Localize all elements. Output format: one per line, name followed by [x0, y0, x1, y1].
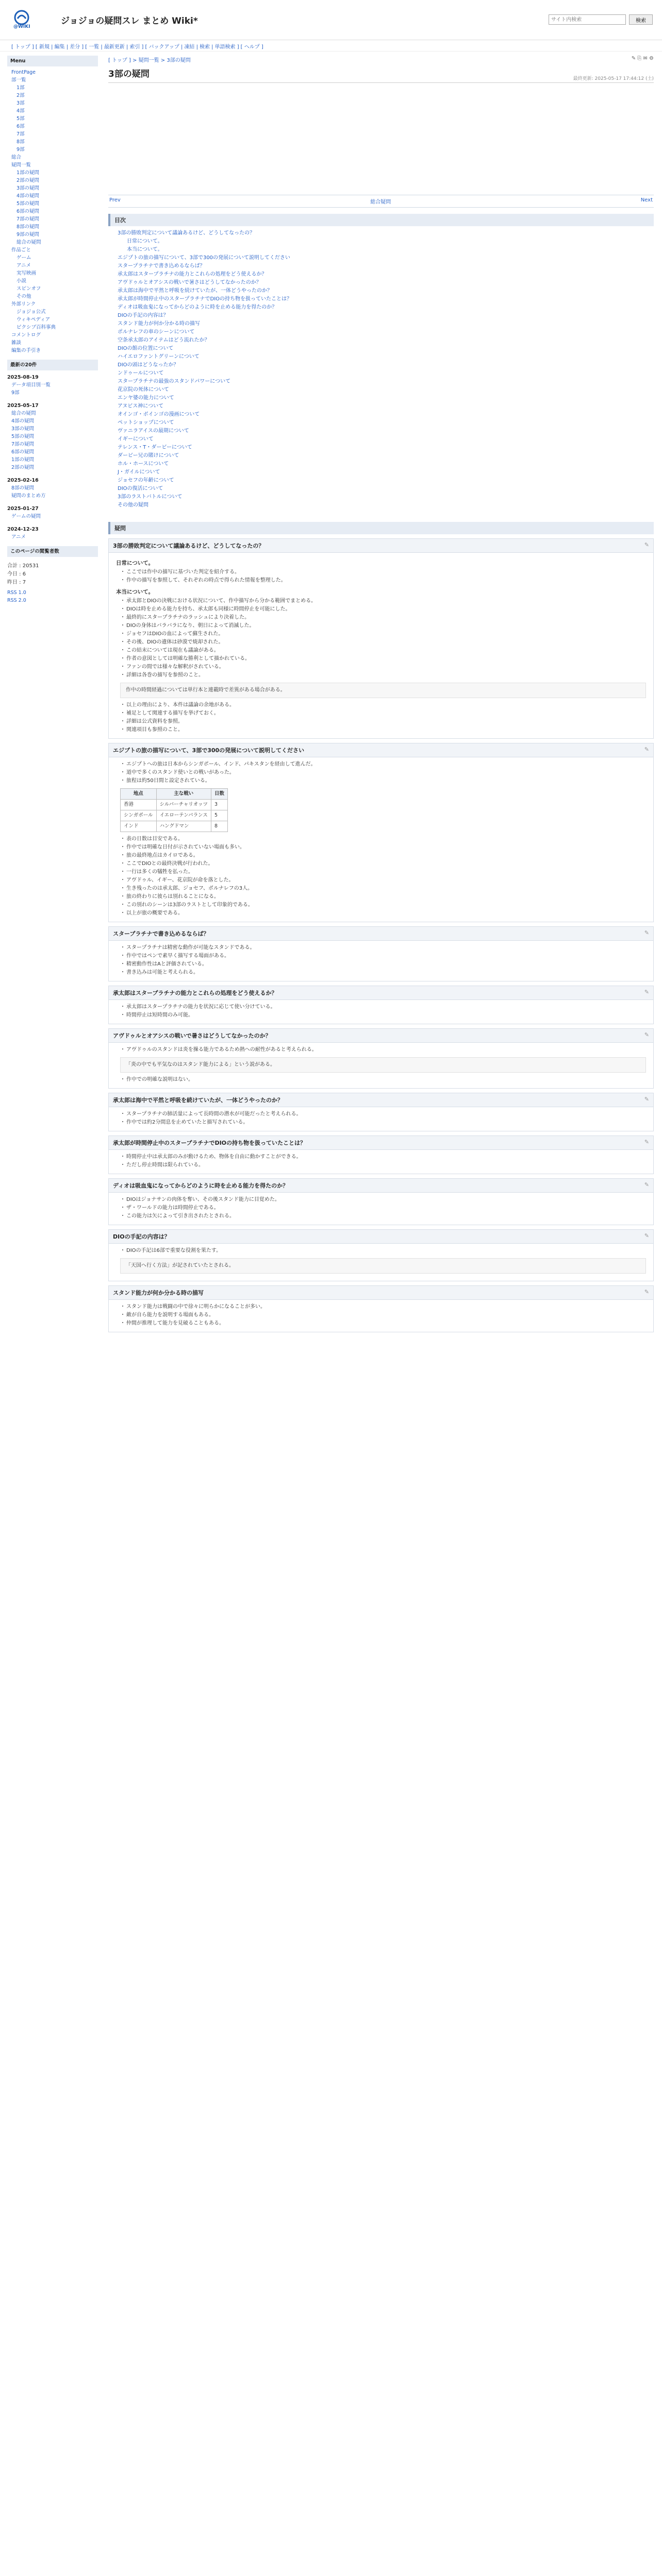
qa-line: ・ DIOはジョナサンの肉体を奪い、その後スタンド能力に目覚めた。: [120, 1196, 646, 1204]
qa-note: 「天国へ行く方法」が記されていたとされる。: [120, 1258, 646, 1274]
toc-item[interactable]: アヴドゥルとオアシスの戦いで暑さはどうしてなかったのか？: [118, 280, 261, 285]
recent-date: 2025-01-27: [7, 506, 39, 512]
toc-item[interactable]: ハイエロファントグリーンについて: [118, 354, 200, 360]
qa-line: ・ DIOの身体はバラバラになり、朝日によって消滅した。: [120, 622, 646, 630]
menu-heading: Menu: [7, 56, 98, 66]
toc-heading: 目次: [108, 214, 654, 226]
edit-icon[interactable]: ✎: [644, 989, 649, 995]
qa-line: ・ 作者の意図としては明確な勝利として描かれている。: [120, 655, 646, 663]
counter-line: 合計 : 20531: [7, 563, 39, 569]
recent-item[interactable]: 1部の疑問: [11, 457, 35, 463]
qa-note: 作中の時間経過については単行本と連載時で差異がある場合がある。: [120, 683, 646, 698]
recent-list: [7, 374, 98, 541]
qa-line: ・ 補足として関連する描写を挙げておく。: [120, 709, 646, 718]
table-cell: 8: [211, 821, 228, 832]
toc-item[interactable]: 承太郎が時間停止中のスタープラチナでDIOの持ち物を扱っていたことは？: [118, 296, 292, 302]
qa-line: ・ ジョセフはDIOの血によって蘇生された。: [120, 630, 646, 638]
table-cell: 3: [211, 800, 228, 810]
sidebar-item[interactable]: 5部の疑問: [16, 201, 40, 207]
sidebar-item[interactable]: 6部: [16, 124, 25, 129]
recent-heading: 最新の20件: [7, 360, 98, 370]
recent-group: [7, 533, 98, 541]
toc-item[interactable]: 空条承太郎のアイテムはどう流れたか？: [118, 337, 210, 343]
sidebar-item[interactable]: 雑談: [11, 340, 22, 346]
recent-group: [7, 410, 98, 471]
toc-item[interactable]: 花京院の死体について: [118, 387, 169, 393]
toc-item[interactable]: DIOの頭はどうなったか？: [118, 362, 179, 368]
qa-question: [109, 539, 653, 553]
table-header-cell: 地点: [121, 789, 157, 800]
edit-icon[interactable]: ✎: [644, 1096, 649, 1103]
qa-line: ・ 作中では約2分間息を止めていたと描写されている。: [120, 1118, 646, 1127]
site-title[interactable]: ジョジョの疑問スレ まとめ Wiki*: [61, 16, 198, 26]
toc-item[interactable]: 3部のラストバトルについて: [118, 494, 183, 500]
qa-line: ・ 承太郎とDIOの決戦における状況について、作中描写から分かる範囲でまとめる。: [120, 597, 646, 605]
counter-line: 昨日 : 7: [7, 580, 26, 585]
recent-item[interactable]: ゲームの疑問: [11, 514, 41, 519]
toc-item[interactable]: 承太郎はスタープラチナの能力とこれらの処理をどう使えるか？: [118, 272, 267, 277]
sidebar-item[interactable]: 小説: [16, 278, 27, 284]
toc-item[interactable]: その他の疑問: [118, 502, 148, 508]
qa-answer: [109, 1300, 653, 1332]
recent-date: 2025-02-16: [7, 478, 39, 483]
qa-question-text: 承太郎はスタープラチナの能力とこれらの処理をどう使えるか？: [113, 990, 277, 996]
table-row: [121, 810, 228, 821]
qa-question: [109, 1093, 653, 1107]
qa-note: 「炎の中でも平気なのはスタンド能力による」という説がある。: [120, 1057, 646, 1073]
recent-item[interactable]: 6部の疑問: [11, 449, 35, 455]
qa-question: [109, 1136, 653, 1150]
recent-date: 2025-05-17: [7, 403, 39, 409]
qa-line: ・ 以上の理由により、本件は議論の余地がある。: [120, 701, 646, 709]
recent-group: [7, 484, 98, 500]
table-header-cell: 主な戦い: [156, 789, 211, 800]
qa-question: [109, 743, 653, 757]
qa-line: ・ 詳細は各巻の描写を参照のこと。: [120, 671, 646, 680]
pager-next-link[interactable]: Next: [640, 197, 653, 203]
qa-block: [108, 1028, 654, 1089]
page-tools-icons[interactable]: ✎ ⎘ ✉ ⚙: [631, 56, 654, 61]
sidebar-item[interactable]: 5部: [16, 116, 25, 122]
qa-line: ・ 時間停止は短時間のみ可能。: [120, 1011, 646, 1020]
qa-line: ・ 書き込みは可能と考えられる。: [120, 969, 646, 977]
menu-list: [7, 69, 98, 354]
qa-line: ・ 表の日数は目安である。: [120, 835, 646, 843]
table-cell: 5: [211, 810, 228, 821]
sidebar-item[interactable]: 実写映画: [16, 270, 37, 276]
qa-sub-heading: 日常について。: [116, 560, 154, 566]
qa-line: ・ ザ・ワールドの能力は時間停止である。: [120, 1204, 646, 1212]
qa-line: ・ 作中の描写を参照して、それぞれの時点で得られた情報を整理した。: [120, 577, 646, 585]
toc-item[interactable]: DIOの復活について: [118, 486, 163, 492]
qa-line: ・ 旅の終わりに彼らは別れることになる。: [120, 893, 646, 901]
qa-line: ・ ただし停止時間は限られている。: [120, 1161, 646, 1170]
sidebar-item[interactable]: ウィキペディア: [16, 317, 51, 323]
sidebar-item[interactable]: 4部の疑問: [16, 193, 40, 199]
table-cell: イエローテンパランス: [156, 810, 211, 821]
qa-line: ・ スタープラチナは精密な動作が可能なスタンドである。: [120, 944, 646, 952]
qa-question: [109, 986, 653, 1000]
sidebar-item[interactable]: 9部: [16, 147, 25, 152]
counter-line: 今日 : 6: [7, 571, 26, 577]
main-content: [103, 52, 662, 1336]
rss-link[interactable]: RSS 2.0: [7, 598, 26, 603]
table-row: [121, 821, 228, 832]
counter-heading: このページの閲覧者数: [7, 546, 98, 557]
qa-line: ・ アヴドゥルのスタンドは炎を操る能力であるため熱への耐性があると考えられる。: [120, 1046, 646, 1054]
sidebar-item[interactable]: 2部: [16, 93, 25, 98]
topnav-link[interactable]: 編集 |: [54, 44, 69, 50]
recent-item[interactable]: 7部の疑問: [11, 442, 35, 447]
toc-item[interactable]: ディオは吸血鬼になってからどのように時を止める能力を得たのか？: [118, 304, 277, 310]
table-row: [121, 800, 228, 810]
logo-text: @WIKI: [13, 24, 30, 29]
qa-question-text: 3部の勝敗判定について議論あるけど、どうしてなったの？: [113, 543, 264, 549]
table-cell: ハングドマン: [156, 821, 211, 832]
qa-line: ・ ここでDIOとの最終決戦が行われた。: [120, 860, 646, 868]
edit-icon[interactable]: ✎: [644, 541, 649, 548]
topnav-link[interactable]: [ ヘルプ ]: [240, 44, 263, 50]
table-header-cell: 日数: [211, 789, 228, 800]
qa-line: ・ 旅程は約50日間と設定されている。: [120, 777, 646, 785]
pager-parent-link[interactable]: 総合疑問: [370, 199, 391, 205]
qa-line: ・ アヴドゥル、イギー、花京院が命を落とした。: [120, 876, 646, 885]
qa-line: ・ 精密動作性はAと評価されている。: [120, 960, 646, 969]
topnav-link[interactable]: 単語検索 ]: [214, 44, 239, 50]
toc-item[interactable]: 3部の勝敗判定について議論あるけど、どうしてなったの？: [118, 230, 255, 236]
toc-item[interactable]: J・ガイルについて: [118, 469, 160, 475]
toc-item[interactable]: ホル・ホースについて: [118, 461, 169, 467]
sidebar-item[interactable]: コメントログ: [11, 332, 41, 338]
rss-links: [7, 589, 98, 604]
qa-answer: [109, 757, 653, 922]
qa-question: [109, 1179, 653, 1193]
qa-block: [108, 1136, 654, 1174]
sidebar-item[interactable]: 3部: [16, 100, 25, 106]
qa-block: [108, 538, 654, 739]
qa-line: ・ 時間停止中は承太郎のみが動けるため、物体を自由に動かすことができる。: [120, 1153, 646, 1161]
qa-answer: [109, 1193, 653, 1225]
qa-answer: [109, 553, 653, 738]
recent-date: 2025-08-19: [7, 375, 39, 380]
toc-item[interactable]: 承太郎は海中で平然と呼吸を続けていたが、一体どうやったのか？: [118, 288, 272, 294]
rss-link[interactable]: RSS 1.0: [7, 590, 26, 596]
sidebar-item[interactable]: スピンオフ: [16, 286, 41, 292]
qa-block: [108, 926, 654, 981]
recent-item[interactable]: 4部の疑問: [11, 418, 35, 424]
sidebar-item[interactable]: ゲーム: [16, 255, 31, 261]
qa-line: ・ 承太郎はスタープラチナの能力を状況に応じて使い分けている。: [120, 1003, 646, 1011]
edit-icon[interactable]: ✎: [644, 1139, 649, 1145]
qa-line: ・ エジプトへの旅は日本からシンガポール、インド、パキスタンを経由して進んだ。: [120, 760, 646, 769]
sidebar-item[interactable]: 部一覧: [11, 77, 26, 83]
recent-item[interactable]: 8部の疑問: [11, 485, 35, 491]
toc-item[interactable]: ポルナレフの車のシーンについて: [118, 329, 195, 335]
recent-group: [7, 513, 98, 520]
qa-line: ・ この結末については現在も議論がある。: [120, 647, 646, 655]
edit-icon[interactable]: ✎: [644, 1232, 649, 1239]
toc-item[interactable]: オインゴ・ボインゴの漫画について: [118, 412, 200, 417]
toc-item[interactable]: エジプトの旅の描写について、3部で300の発展について説明してください: [118, 255, 290, 261]
sidebar-item[interactable]: ジョジョ公式: [16, 309, 46, 315]
qa-line: ・ 作中では明確な日付が示されていない場面も多い。: [120, 843, 646, 852]
recent-item[interactable]: アニメ: [11, 534, 26, 540]
qa-line: ・ 旅の最終地点はカイロである。: [120, 852, 646, 860]
edit-icon[interactable]: ✎: [644, 746, 649, 753]
section-heading: 疑問: [108, 522, 654, 534]
toc-item[interactable]: DIOの手記の内容は？: [118, 313, 169, 318]
qa-line: ・ 作中での明確な説明はない。: [120, 1076, 646, 1084]
sidebar-item[interactable]: 8部: [16, 139, 25, 145]
qa-line: ・ 最終的にスタープラチナのラッシュにより決着した。: [120, 614, 646, 622]
qa-line: ・ その後、DIOの遺体は砂漠で焼却された。: [120, 638, 646, 647]
sidebar-item[interactable]: FrontPage: [11, 70, 36, 75]
sidebar-item[interactable]: 編集の手引き: [11, 348, 41, 353]
qa-block: [108, 1229, 654, 1281]
qa-answer: [109, 1000, 653, 1024]
qa-line: ・ 一行は多くの犠牲を払った。: [120, 868, 646, 876]
toc-item[interactable]: イギーについて: [118, 436, 154, 442]
toc-item[interactable]: ペットショップについて: [118, 420, 174, 426]
recent-date: 2024-12-23: [7, 527, 39, 532]
sidebar-item[interactable]: 1部: [16, 85, 25, 91]
qa-question: [109, 1029, 653, 1043]
sidebar-item[interactable]: 外部リンク: [11, 301, 36, 307]
qa-line: ・ スタープラチナの肺活量によって長時間の潜水が可能だったと考えられる。: [120, 1110, 646, 1118]
qa-line: ・ ファンの間では様々な解釈がされている。: [120, 663, 646, 671]
sidebar-item[interactable]: 総合: [11, 155, 22, 160]
qa-answer: [109, 1107, 653, 1131]
recent-item[interactable]: 3部の疑問: [11, 426, 35, 432]
edit-icon[interactable]: ✎: [644, 1289, 649, 1295]
qa-line: ・ DIOの手記は6部で重要な役割を果たす。: [120, 1247, 646, 1255]
qa-block: [108, 1285, 654, 1332]
qa-question: [109, 1230, 653, 1244]
sidebar-item[interactable]: 1部の疑問: [16, 170, 40, 176]
toc-item[interactable]: エンヤ婆の能力について: [118, 395, 174, 401]
topnav-link[interactable]: 最新更新 |: [104, 44, 128, 50]
toc-item[interactable]: スタープラチナの最強のスタンドパワーについて: [118, 379, 231, 384]
top-navigation: [0, 40, 662, 52]
sidebar-item[interactable]: アニメ: [16, 263, 31, 268]
edit-icon[interactable]: ✎: [644, 1181, 649, 1188]
toc-item[interactable]: アヌビス神について: [118, 403, 164, 409]
qa-line: ・ 道中で多くのスタンド使いとの戦いがあった。: [120, 769, 646, 777]
qa-line: ・ この別れのシーンは3部のラストとして印象的である。: [120, 901, 646, 909]
qa-answer: [109, 1043, 653, 1088]
qa-question-text: 承太郎は海中で平然と呼吸を続けていたが、一体どうやったのか？: [113, 1097, 283, 1104]
qa-question-text: ディオは吸血鬼になってからどのように時を止める能力を得たのか？: [113, 1182, 289, 1189]
topnav-link[interactable]: 凍結 |: [184, 44, 198, 50]
table-cell: インド: [121, 821, 157, 832]
toc-item[interactable]: ンドゥールについて: [118, 370, 164, 376]
toc-item[interactable]: 日常について。: [127, 239, 163, 244]
qa-block: [108, 986, 654, 1024]
search-button[interactable]: 検索: [629, 14, 653, 25]
table-cell: シルバーチャリオッツ: [156, 800, 211, 810]
qa-question-text: スタンド能力が何か分かる時の描写: [113, 1290, 204, 1296]
table-cell: シンガポール: [121, 810, 157, 821]
sidebar-item[interactable]: 9部の疑問: [16, 232, 40, 238]
qa-line: ・ 敵が自ら能力を説明する場面もある。: [120, 1311, 646, 1319]
sidebar-item[interactable]: 総合の疑問: [16, 240, 41, 245]
qa-sub-heading: 本当について。: [116, 589, 154, 595]
qa-block: [108, 1178, 654, 1225]
sidebar-item[interactable]: 6部の疑問: [16, 209, 40, 214]
topnav-link[interactable]: 索引 ]: [129, 44, 144, 50]
qa-line: ・ スタンド能力は戦闘の中で徐々に明らかになることが多い。: [120, 1303, 646, 1311]
qa-answer: [109, 1150, 653, 1174]
edit-icon[interactable]: ✎: [644, 1031, 649, 1038]
toc-item[interactable]: DIOの館の位置について: [118, 346, 174, 351]
site-header: [0, 0, 662, 40]
sidebar-item[interactable]: 7部: [16, 131, 25, 137]
sidebar-item[interactable]: 3部の疑問: [16, 185, 40, 191]
qa-answer: [109, 1244, 653, 1281]
sidebar-item[interactable]: 8部の疑問: [16, 224, 40, 230]
recent-item[interactable]: 2部の疑問: [11, 465, 35, 470]
qa-line: ・ DIOは時を止める能力を持ち、承太郎も同様に時間停止を可能にした。: [120, 605, 646, 614]
qa-line: ・ 仲間が推理して能力を見破ることもある。: [120, 1319, 646, 1328]
qa-question-text: 承太郎が時間停止中のスタープラチナでDIOの持ち物を扱っていたことは？: [113, 1140, 306, 1146]
qa-block: [108, 1093, 654, 1131]
pager-prev-link[interactable]: Prev: [109, 197, 121, 203]
view-counter: [7, 562, 98, 587]
sidebar-item[interactable]: 疑問一覧: [11, 162, 31, 168]
toc-item[interactable]: 本当について。: [127, 247, 163, 252]
qa-table: [120, 788, 228, 832]
table-of-contents: [108, 229, 654, 517]
recent-group: [7, 381, 98, 397]
topnav-link[interactable]: [ 一覧 |: [85, 44, 103, 50]
sidebar-item[interactable]: ピクシブ百科事典: [16, 325, 56, 330]
page-title: 3部の疑問: [108, 66, 654, 83]
topnav-link[interactable]: [ トップ ]: [11, 44, 34, 50]
qa-line: ・ 関連項目も参照のこと。: [120, 726, 646, 734]
sidebar-item[interactable]: 2部の疑問: [16, 178, 40, 183]
qa-question-text: エジプトの旅の描写について、3部で300の発展について説明してください: [113, 747, 304, 754]
sidebar-item[interactable]: 7部の疑問: [16, 216, 40, 222]
qa-list: [108, 538, 654, 1332]
breadcrumb[interactable]: [108, 56, 654, 63]
breadcrumb-text[interactable]: [ トップ ] > 疑問一覧 > 3部の疑問: [108, 58, 191, 63]
toc-item[interactable]: ダービー兄の賭けについて: [118, 453, 179, 459]
recent-item[interactable]: 9部: [11, 390, 20, 396]
qa-line: ・ ここでは作中の描写に基づいた判定を紹介する。: [120, 568, 646, 577]
qa-question-text: アヴドゥルとオアシスの戦いで暑さはどうしてなかったのか？: [113, 1032, 271, 1039]
topnav-link[interactable]: 差分 ]: [70, 44, 84, 50]
qa-line: ・ この能力は矢によって引き出されたとされる。: [120, 1212, 646, 1221]
qa-question: [109, 927, 653, 941]
sidebar: [0, 52, 103, 1336]
search-input[interactable]: [549, 14, 626, 25]
toc-item[interactable]: テレンス・T・ダービーについて: [118, 445, 192, 450]
qa-question: [109, 1286, 653, 1300]
recent-item[interactable]: 5部の疑問: [11, 434, 35, 439]
qa-answer: [109, 941, 653, 981]
last-modified: 最終更新: 2025-05-17 17:44:12 (土): [573, 76, 654, 81]
qa-line: ・ 詳細は公式資料を参照。: [120, 718, 646, 726]
topnav-link[interactable]: [ バックアップ |: [145, 44, 183, 50]
qa-question-text: DIOの手記の内容は？: [113, 1233, 170, 1240]
edit-icon[interactable]: ✎: [644, 929, 649, 936]
qa-question-text: スタープラチナで書き込めるならば？: [113, 930, 209, 937]
sidebar-item[interactable]: その他: [16, 294, 31, 299]
sidebar-item[interactable]: 4部: [16, 108, 25, 114]
toc-item[interactable]: スタープラチナで書き込めるならば？: [118, 263, 205, 269]
page-pager: [108, 195, 654, 208]
qa-line: ・ 生き残ったのは承太郎、ジョセフ、ポルナレフの3人。: [120, 885, 646, 893]
table-cell: 香港: [121, 800, 157, 810]
toc-item[interactable]: スタンド能力が何か分かる時の描写: [118, 321, 200, 327]
qa-line: ・ 作中ではペンで素早く描写する場面がある。: [120, 952, 646, 960]
wiki-logo-icon[interactable]: [11, 8, 48, 29]
sidebar-item[interactable]: 作品ごと: [11, 247, 31, 253]
recent-item[interactable]: 総合の疑問: [11, 411, 36, 416]
qa-block: [108, 743, 654, 922]
qa-line: ・ 以上が旅の概要である。: [120, 909, 646, 918]
recent-item[interactable]: データ項目別一覧: [11, 382, 51, 388]
toc-item[interactable]: ヴァニラアイスの最期について: [118, 428, 189, 434]
recent-item[interactable]: 疑問のまとめ方: [11, 493, 46, 499]
toc-item[interactable]: ジョセフの年齢について: [118, 478, 174, 483]
topnav-link[interactable]: 検索 |: [199, 44, 213, 50]
topnav-link[interactable]: [ 新規 |: [35, 44, 53, 50]
